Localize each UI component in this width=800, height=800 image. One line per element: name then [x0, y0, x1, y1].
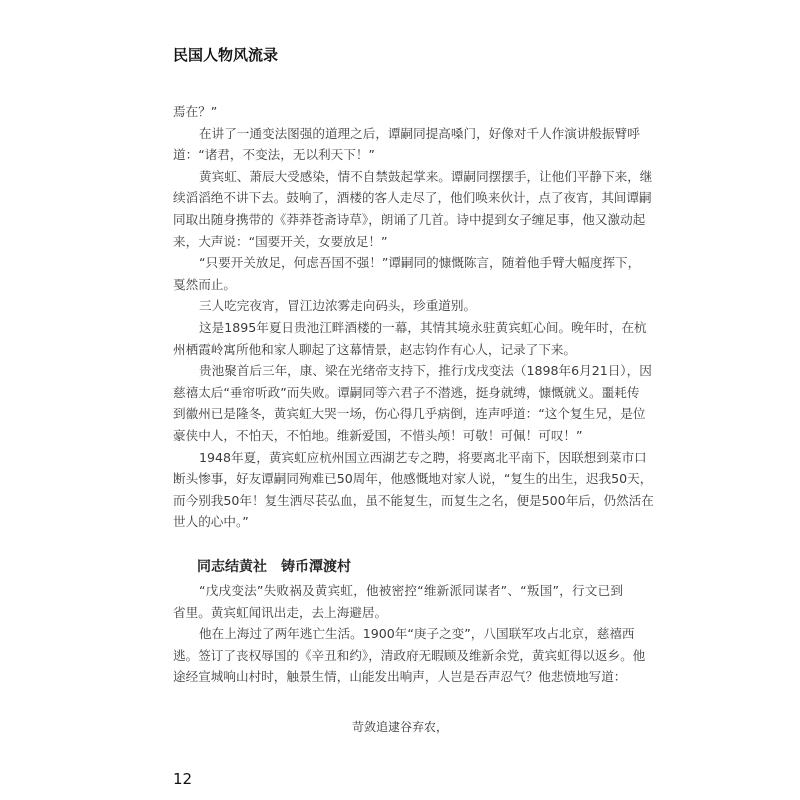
text-line: 途经宣城响山村时，触景生情，山能发出响声，人岂是吞声忍气？他悲愤地写道：: [173, 669, 627, 685]
text-line: 黄宾虹、萧辰大受感染，情不自禁鼓起掌来。谭嗣同摆摆手，让他们平静下来，继: [199, 168, 653, 184]
text-line: 逃。签订了丧权辱国的《辛丑和约》，清政府无暇顾及维新余党，黄宾虹得以返乡。他: [173, 647, 646, 663]
text-line: 贵池聚首后三年，康、梁在光绪帝支持下，推行戊戌变法（1898年6月21日），因: [199, 363, 652, 379]
text-line: 世人的心中。”: [173, 514, 249, 530]
running-header-book-title: 民国人物风流录: [173, 46, 279, 64]
poem-line: 苛敛追逮谷弃农，: [351, 720, 448, 734]
page-number: 12: [173, 770, 193, 788]
text-line: 来，大声说：“国要开关，女要放足！”: [173, 233, 388, 249]
body-text-section-1: [173, 101, 654, 533]
section-heading: [197, 556, 351, 576]
text-line: 三人吃完夜宵，冒江边浓雾走向码头，珍重道别。: [199, 298, 477, 314]
text-line: 省里。黄宾虹闻讯出走，去上海避居。: [173, 604, 388, 620]
text-line: “只要开关放足，何虑吾国不强！”谭嗣同的慷慨陈言，随着他手臂大幅度挥下，: [199, 255, 641, 271]
text-line: 这是1895年夏日贵池江畔酒楼的一幕，其情其境永驻黄宾虹心间。晚年时，在杭: [199, 319, 647, 335]
text-line: 在讲了一通变法图强的道理之后，谭嗣同提高嗓门，好像对千人作演讲般振臂呼: [199, 125, 640, 141]
text-line: 豪侠中人，不怕天，不怕地。维新爱国，不惜头颅！可敬！可佩！可叹！”: [173, 427, 583, 443]
body-text-section-2: [173, 580, 646, 688]
text-line: 到徽州已是隆冬，黄宾虹大哭一场，伤心得几乎病倒，连声呼道：“这个复生兄，是位: [173, 406, 646, 422]
text-line: 同取出随身携带的《莽莽苍斋诗草》，朗诵了几首。诗中提到女子缠足事，他又激动起: [173, 211, 646, 227]
text-line: 道：“诸君，不变法，无以利天下！”: [173, 147, 375, 163]
text-line: 戛然而止。: [173, 276, 236, 292]
text-line: 断头惨事，好友谭嗣同殉难已50周年，他感慨地对家人说，“复生的出生，迟我50天，: [173, 471, 653, 487]
text-line: 慈禧太后“垂帘听政”而失败。谭嗣同等六君子不潜逃，挺身就缚，慷慨就义。噩耗传: [173, 384, 640, 400]
text-line: 州栖霞岭寓所他和家人聊起了这幕情景，赵志钧作有心人，记录了下来。: [173, 341, 576, 357]
text-line: 1948年夏，黄宾虹应杭州国立西湖艺专之聘，将要离北平南下，因联想到菜市口: [199, 449, 647, 465]
text-line: 续滔滔绝不讲下去。鼓响了，酒楼的客人走尽了，他们唤来伙计，点了夜宵，其间谭嗣: [173, 190, 652, 206]
text-line: “戊戌变法”失败祸及黄宾虹，他被密控“维新派同谋者”、“叛国”，行文已到: [199, 583, 623, 598]
text-line: 焉在？”: [173, 104, 218, 119]
text-line: 他在上海过了两年逃亡生活。1900年“庚子之变”，八国联军攻占北京，慈禧西: [199, 626, 635, 642]
section-heading-part-1: 同志结黄社: [197, 559, 267, 575]
section-heading-part-2: 铸币潭渡村: [281, 559, 351, 575]
text-line: 而今别我50年！复生洒尽苌弘血，虽不能复生，而复生之名，便是500年后，仍然活在: [173, 492, 654, 508]
